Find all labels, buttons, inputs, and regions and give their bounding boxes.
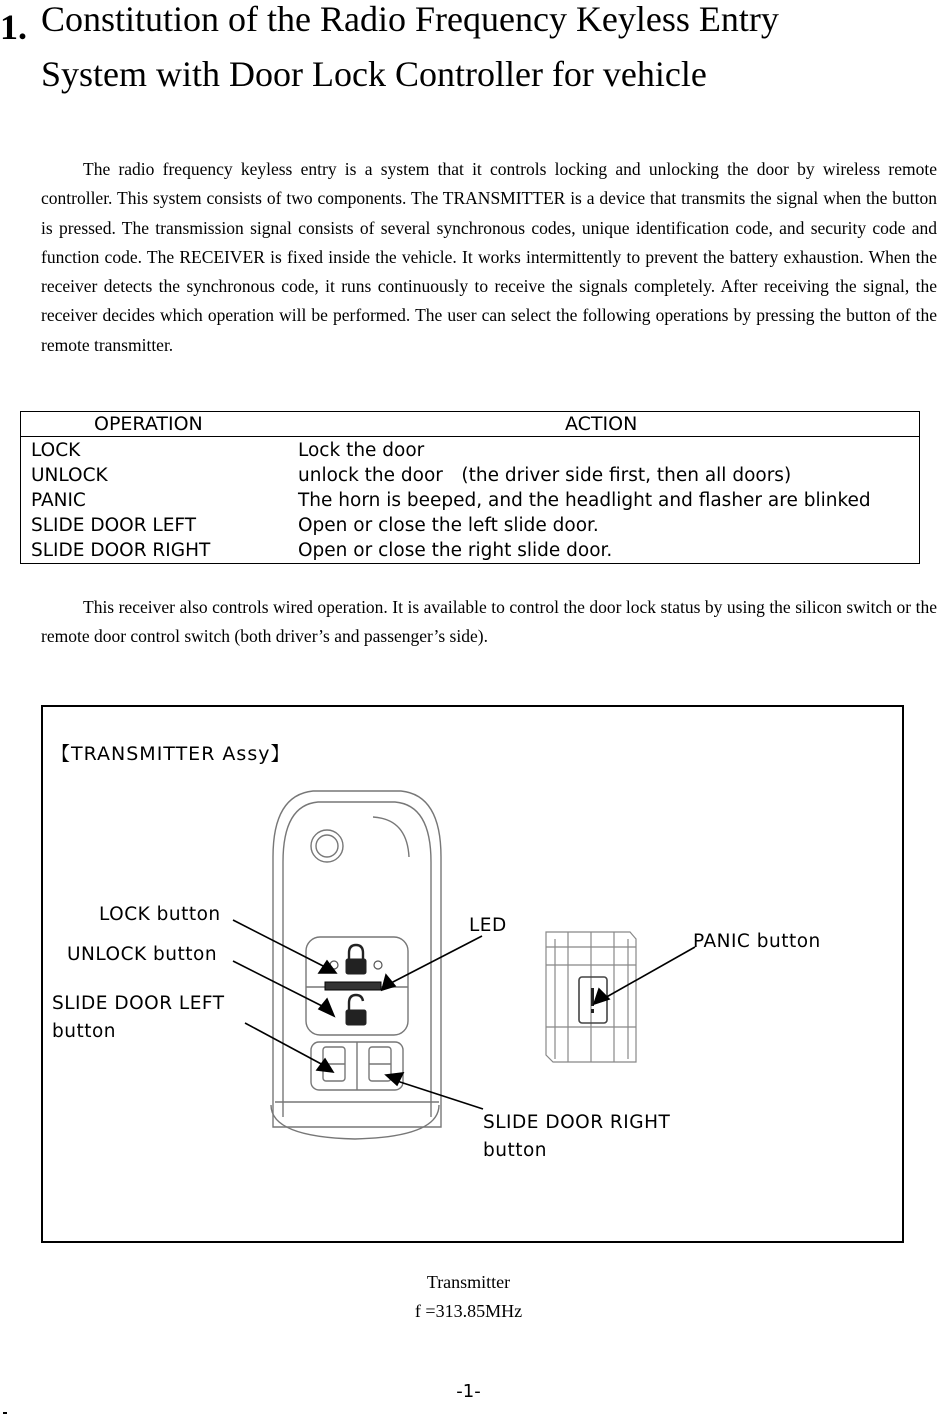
figure-title: 【TRANSMITTER Assy】	[51, 743, 291, 765]
header-action: ACTION	[565, 413, 638, 435]
slide-door-right-callout-line-1: SLIDE DOOR RIGHT	[483, 1112, 671, 1133]
slide-door-left-callout-line-1: SLIDE DOOR LEFT	[52, 993, 225, 1014]
intro-paragraph	[41, 155, 937, 360]
table-row	[21, 488, 919, 513]
wired-operation-paragraph	[41, 593, 937, 652]
table-row	[21, 513, 919, 538]
figure-caption-frequency: f =313.85MHz	[414, 1301, 523, 1321]
operation-cell: LOCK	[31, 440, 81, 461]
action-cell: Open or close the left slide door.	[298, 515, 599, 536]
led-callout: LED	[469, 915, 507, 936]
wired-line: This receiver also controls wired operation. It is available to control the door lock status by using the	[83, 597, 791, 617]
slide-door-left-callout	[52, 990, 225, 1046]
operation-cell: SLIDE DOOR RIGHT	[31, 540, 211, 561]
intro-line: receiver decides which operation will be performed. The user can select the following operations by	[41, 305, 752, 326]
slide-door-right-callout	[483, 1109, 670, 1165]
exclamation-icon	[591, 988, 594, 1013]
intro-line: synchronous code, it runs continuously to receive the signals completely. After receiving the signal, the	[186, 276, 937, 297]
operation-table	[20, 411, 920, 564]
corner-mark	[3, 1412, 7, 1414]
intro-line: transmits the signal when the button is pressed. The transmission signal consists of several synchronous	[41, 188, 937, 238]
header-operation: OPERATION	[94, 413, 203, 435]
action-cell: The horn is beeped, and the headlight and flasher are blinked	[298, 490, 871, 511]
action-cell: Open or close the right slide door.	[298, 540, 613, 561]
action-cell: Lock the door	[298, 440, 425, 461]
transmitter-figure	[41, 705, 904, 1243]
led-indicator	[325, 982, 381, 990]
lock-icon	[346, 945, 366, 974]
operation-cell: SLIDE DOOR LEFT	[31, 515, 197, 536]
table-row	[21, 538, 919, 563]
slide-door-left-callout-line-2: button	[52, 1021, 117, 1042]
unlock-icon	[346, 995, 366, 1025]
table-row	[21, 463, 919, 488]
unlock-button-callout: UNLOCK button	[67, 944, 218, 965]
table-row	[21, 438, 919, 463]
callout-leader-lines	[233, 920, 695, 1109]
section-number: 1.	[0, 7, 27, 47]
lock-button-callout: LOCK button	[99, 904, 221, 925]
page-number: -1-	[456, 1381, 481, 1402]
transmitter-illustration	[43, 707, 902, 1241]
figure-caption-title: Transmitter	[426, 1272, 511, 1292]
panic-button-callout: PANIC button	[693, 931, 821, 952]
table-header	[21, 412, 919, 437]
operation-cell: UNLOCK	[31, 465, 108, 486]
intro-line: vehicle. It works intermittently to prevent the battery exhaustion. When the receiver detects the	[41, 246, 937, 297]
wired-line: silicon switch or the remote door control switch (both driver’s and passenger’s side).	[41, 597, 937, 647]
operation-cell: PANIC	[31, 490, 86, 511]
heading-line-2: System with Door Lock Controller for vehicle	[41, 54, 707, 94]
intro-line: The radio frequency keyless entry is a system that it controls locking and unlocking the door by	[83, 159, 815, 179]
heading-line-1: Constitution of the Radio Frequency Keyless Entry	[41, 0, 779, 39]
intro-line: pressing the button of the remote transmitter.	[41, 305, 937, 355]
slide-door-right-callout-line-2: button	[483, 1140, 548, 1161]
intro-line: wireless remote controller. This system consists of two components. The TRANSMITTER is a device that	[41, 159, 937, 209]
intro-line: codes, unique identification code, and security code and function code. The RECEIVER is fixed inside the	[41, 217, 937, 267]
action-cell: unlock the door (the driver side first, then all doors)	[298, 465, 792, 486]
